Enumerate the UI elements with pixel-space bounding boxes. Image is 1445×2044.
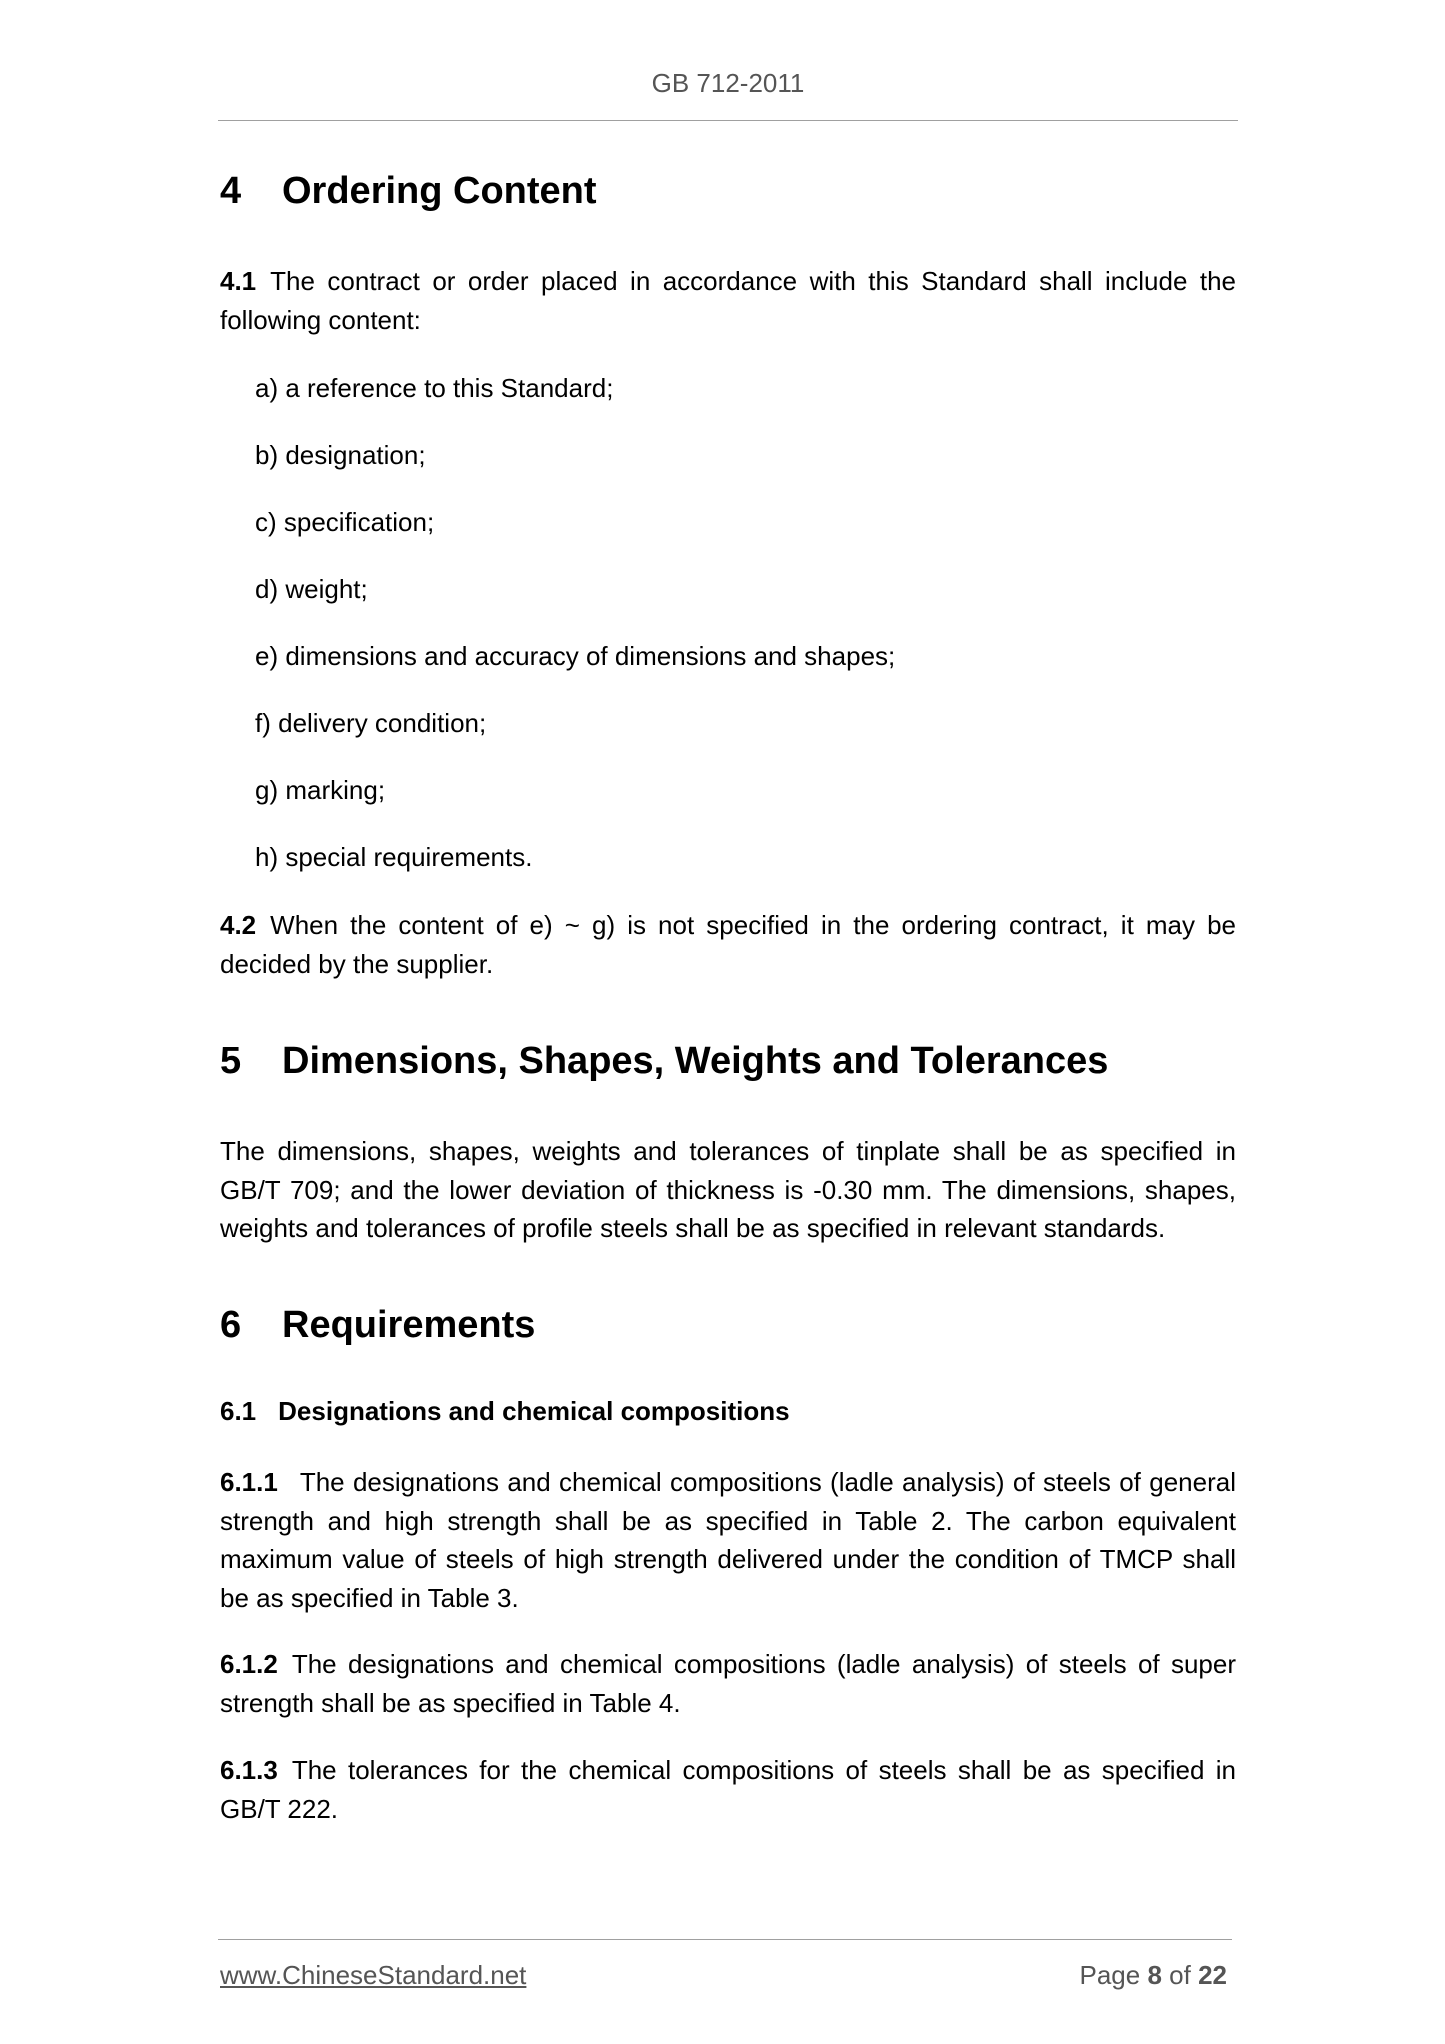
clause-number: 6.1.3 — [220, 1755, 278, 1785]
section-5-paragraph: The dimensions, shapes, weights and tolerances of tinplate shall be as specified in GB/T 709; and the lower deviation of thickness is -0.30 mm. The dimensions, shapes, weights and tolerances of profile steels shall be as specified in relevant standards. — [220, 1136, 1236, 1243]
subsection-title: Designations and chemical compositions — [278, 1396, 790, 1426]
section-title: Dimensions, Shapes, Weights and Tolerances — [282, 1040, 1109, 1082]
clause-text: The designations and chemical compositions (ladle analysis) of steels of general strength and high strength shall be as specified in Table 2. The carbon equivalent maximum value of steels of high strength delivered under the condition of TMCP shall be as specified in Table 3. — [220, 1467, 1236, 1613]
section-4-heading — [220, 170, 597, 213]
clause-number: 4.2 — [220, 910, 257, 940]
section-number: 4 — [220, 170, 242, 212]
clause-6-1-2 — [220, 1645, 1236, 1722]
page-current: 8 — [1147, 1960, 1162, 1990]
clause-text: When the content of e) ~ g) is not specified in the ordering contract, it may be decided by the supplier. — [220, 910, 1236, 979]
running-header: GB 712-2011 — [651, 68, 805, 98]
section-5-heading — [220, 1040, 1108, 1083]
list-item: e) dimensions and accuracy of dimensions and shapes; — [255, 641, 896, 671]
clause-6-1-3 — [220, 1751, 1236, 1828]
footer-divider — [218, 1939, 1232, 1940]
clause-number: 6.1.2 — [220, 1649, 278, 1679]
clause-4-2 — [220, 906, 1236, 983]
page-label: Page — [1079, 1960, 1141, 1990]
subsection-6-1-heading — [220, 1396, 790, 1427]
list-item: g) marking; — [255, 775, 386, 805]
clause-text: The tolerances for the chemical compositions of steels shall be as specified in GB/T 222. — [220, 1755, 1236, 1824]
header-divider — [218, 120, 1238, 121]
clause-6-1-1 — [220, 1463, 1236, 1617]
list-item: h) special requirements. — [255, 842, 533, 872]
section-6-heading — [220, 1304, 535, 1347]
clause-text: The contract or order placed in accordance with this Standard shall include the following content: — [220, 266, 1236, 335]
section-title: Requirements — [282, 1304, 536, 1346]
list-item: a) a reference to this Standard; — [255, 373, 614, 403]
clause-4-1 — [220, 262, 1236, 339]
clause-text: The designations and chemical compositions (ladle analysis) of steels of super strength shall be as specified in Table 4. — [220, 1649, 1236, 1718]
list-item: d) weight; — [255, 574, 368, 604]
website-link[interactable]: www.ChineseStandard.net — [220, 1960, 527, 1990]
page-of-label: of — [1169, 1960, 1191, 1990]
page-total: 22 — [1198, 1960, 1227, 1990]
list-item: b) designation; — [255, 440, 426, 470]
section-number: 5 — [220, 1040, 242, 1082]
clause-number: 4.1 — [220, 266, 257, 296]
page-number — [1079, 1960, 1227, 1991]
clause-number: 6.1.1 — [220, 1467, 278, 1497]
subsection-number: 6.1 — [220, 1396, 257, 1426]
section-title: Ordering Content — [282, 170, 597, 212]
list-item: f) delivery condition; — [255, 708, 487, 738]
list-item: c) specification; — [255, 507, 435, 537]
section-number: 6 — [220, 1304, 242, 1346]
